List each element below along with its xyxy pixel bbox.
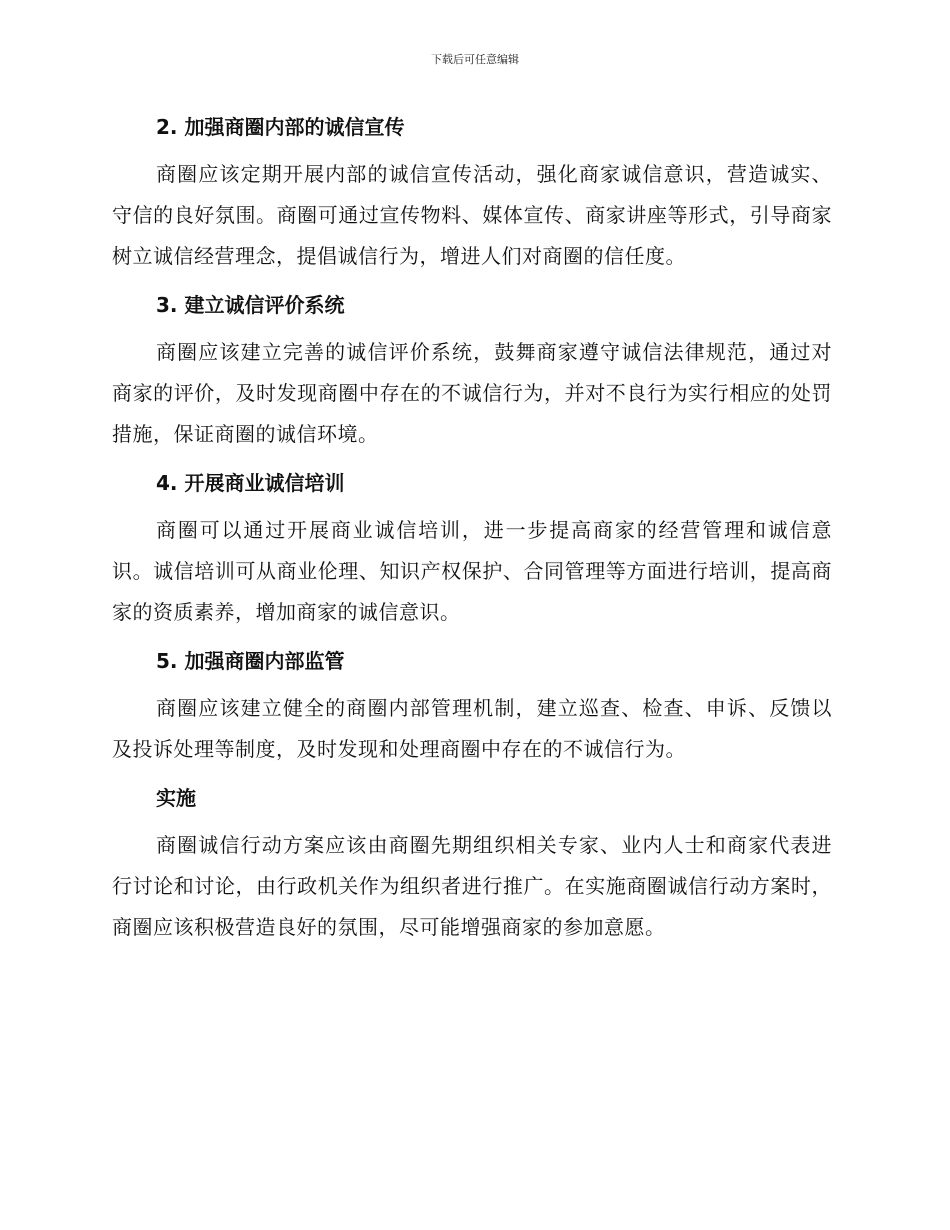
section-evaluation-system	[112, 288, 832, 455]
section-heading: 4. 开展商业诚信培训	[156, 471, 345, 495]
section-internal-supervision	[112, 644, 832, 770]
section-integrity-promotion	[112, 110, 832, 277]
page-header: 下载后可任意编辑	[431, 53, 519, 66]
section-paragraph: 商圈诚信行动方案应该由商圈先期组织相关专家、业内人士和商家代表进行讨论和讨论，由行政机关作为组织者进行推广。在实施商圈诚信行动方案时，商圈应该积极营造良好的氛围，尽可能增强商家的参加意愿。	[112, 833, 832, 939]
section-implementation	[112, 781, 832, 948]
section-integrity-training	[112, 466, 832, 633]
section-heading: 5. 加强商圈内部监管	[156, 649, 345, 673]
section-paragraph: 商圈可以通过开展商业诚信培训，进一步提高商家的经营管理和诚信意识。诚信培训可从商业伦理、知识产权保护、合同管理等方面进行培训，提高商家的资质素养，增加商家的诚信意识。	[112, 518, 832, 624]
document-body	[112, 110, 832, 948]
section-heading: 3. 建立诚信评价系统	[156, 293, 345, 317]
section-heading: 实施	[156, 786, 196, 810]
section-paragraph: 商圈应该建立完善的诚信评价系统，鼓舞商家遵守诚信法律规范，通过对商家的评价，及时发现商圈中存在的不诚信行为，并对不良行为实行相应的处罚措施，保证商圈的诚信环境。	[112, 340, 832, 446]
section-heading: 2. 加强商圈内部的诚信宣传	[156, 115, 405, 139]
section-paragraph: 商圈应该定期开展内部的诚信宣传活动，强化商家诚信意识，营造诚实、守信的良好氛围。商圈可通过宣传物料、媒体宣传、商家讲座等形式，引导商家树立诚信经营理念，提倡诚信行为，增进人们对商圈的信任度。	[112, 162, 832, 268]
section-paragraph: 商圈应该建立健全的商圈内部管理机制，建立巡查、检查、申诉、反馈以及投诉处理等制度，及时发现和处理商圈中存在的不诚信行为。	[112, 696, 832, 761]
